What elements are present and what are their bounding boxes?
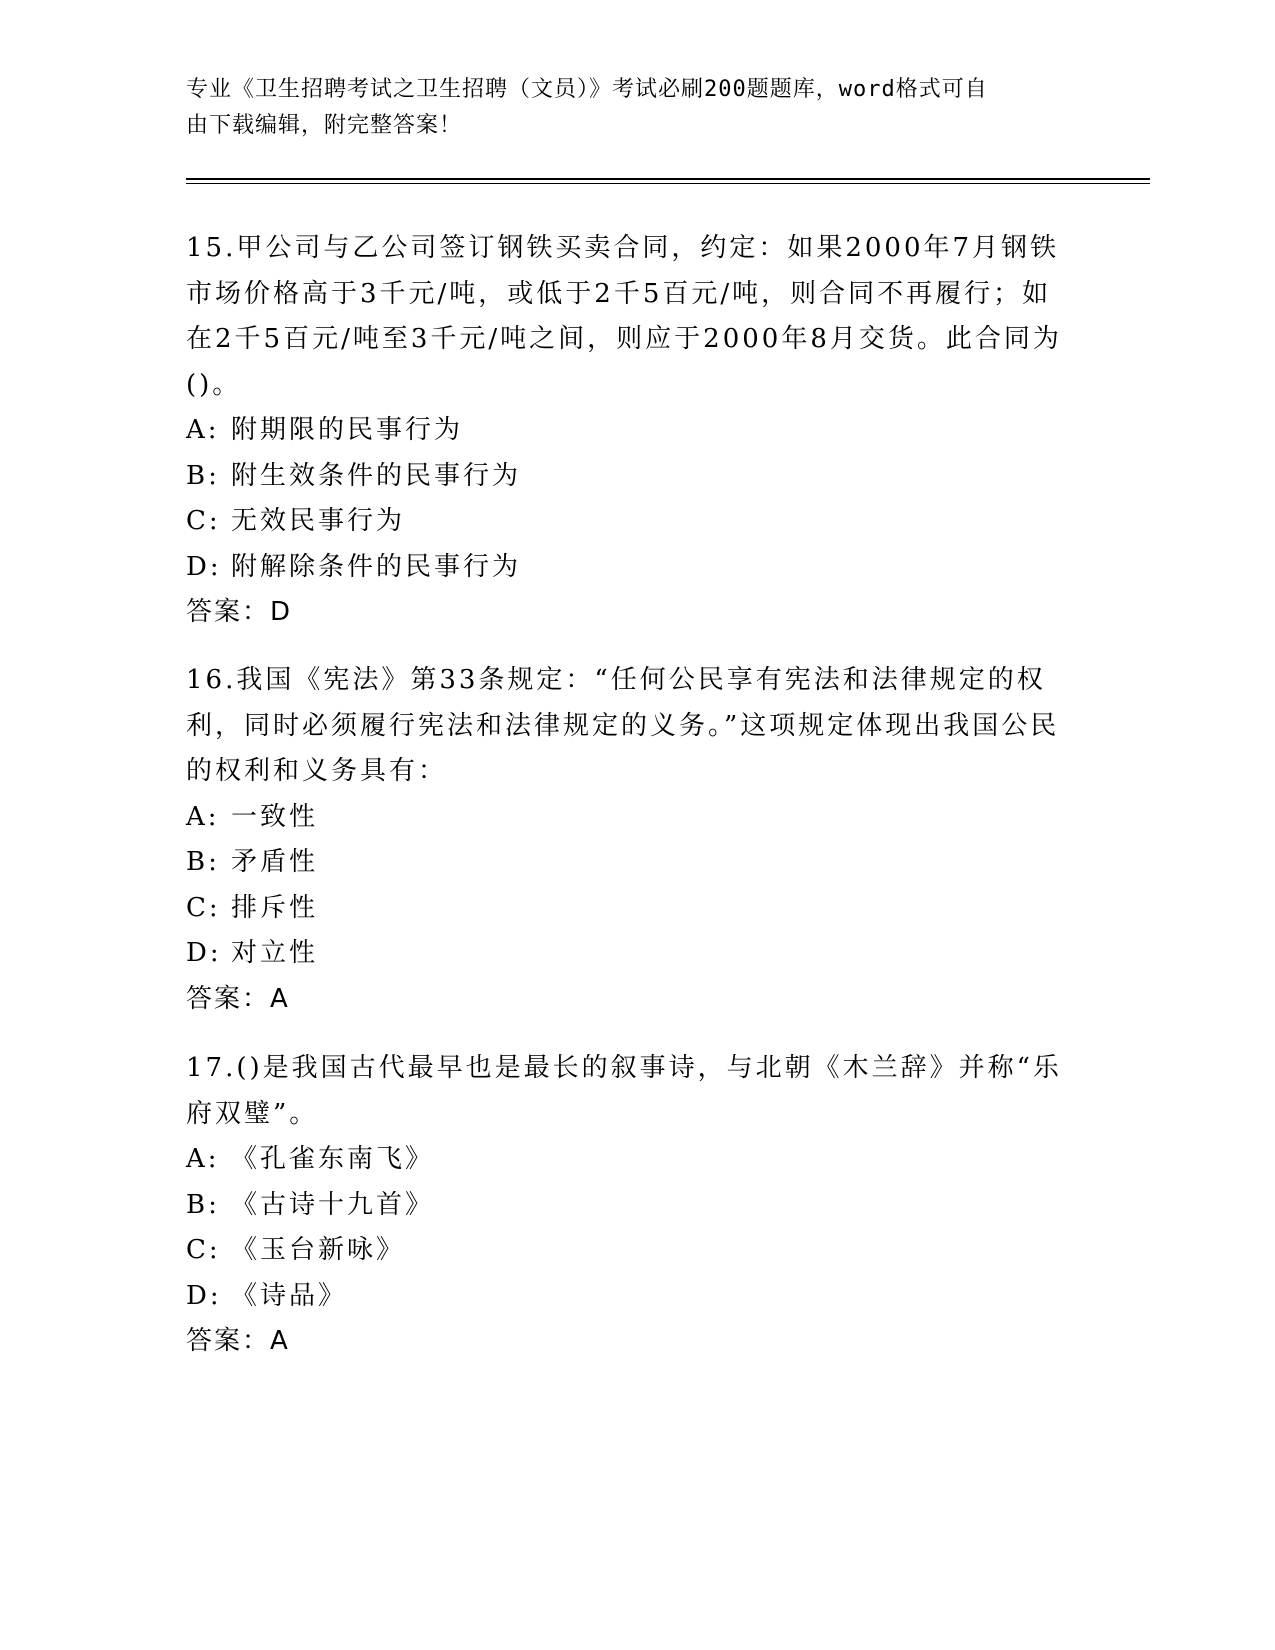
question-stem: 16.我国《宪法》第33条规定：“任何公民享有宪法和法律规定的权利，同时必须履行宪法和法律规定的义务。”这项规定体现出我国公民的权利和义务具有： (186, 665, 1060, 786)
option-key: C: (186, 1235, 221, 1265)
question-15 (186, 226, 1076, 636)
option-c (186, 499, 1076, 545)
answer-line: 答案：A (186, 983, 290, 1014)
option-key: D: (186, 1280, 222, 1311)
option-text: 《古诗十九首》 (231, 1189, 435, 1220)
option-text: 对立性 (231, 938, 319, 968)
question-16 (186, 658, 1076, 1022)
question-stem: 17.()是我国古代最早也是最长的叙事诗，与北朝《木兰辞》并称“乐府双璧”。 (186, 1053, 1062, 1129)
option-key: C: (186, 506, 221, 536)
header-line-2: 由下载编辑，附完整答案！ (186, 113, 463, 138)
option-key: D: (186, 938, 222, 968)
option-c (186, 886, 1076, 932)
option-text: 附生效条件的民事行为 (231, 460, 522, 491)
option-text: 一致性 (231, 801, 319, 832)
option-b (186, 454, 1076, 500)
option-key: A: (186, 415, 220, 445)
option-b (186, 840, 1076, 886)
header-line-1: 专业《卫生招聘考试之卫生招聘（文员）》考试必刷200题题库，word格式可自 (186, 77, 988, 102)
option-text: 附期限的民事行为 (231, 415, 464, 445)
option-a (186, 1137, 1076, 1183)
header-rule-thick (186, 178, 1150, 180)
option-b (186, 1183, 1076, 1229)
option-text: 无效民事行为 (231, 506, 406, 536)
option-key: B: (186, 460, 220, 491)
option-d (186, 931, 1076, 977)
answer-line: 答案：D (186, 597, 293, 627)
option-d (186, 545, 1076, 591)
option-key: A: (186, 801, 220, 832)
option-d (186, 1274, 1076, 1320)
option-text: 《孔雀东南飞》 (231, 1144, 435, 1174)
option-a (186, 795, 1076, 841)
option-text: 附解除条件的民事行为 (231, 551, 522, 582)
option-text: 矛盾性 (231, 847, 319, 877)
option-key: D: (186, 551, 222, 582)
option-key: B: (186, 1189, 220, 1220)
option-text: 《玉台新咏》 (231, 1235, 406, 1265)
option-key: C: (186, 892, 221, 923)
question-17 (186, 1046, 1076, 1365)
document-header (186, 72, 1066, 144)
option-text: 排斥性 (231, 892, 319, 923)
answer-line: 答案：A (186, 1326, 290, 1356)
option-c (186, 1228, 1076, 1274)
option-text: 《诗品》 (231, 1280, 348, 1311)
question-stem: 15.甲公司与乙公司签订钢铁买卖合同，约定：如果2000年7月钢铁市场价格高于3千元/吨，或低于2千5百元/吨，则合同不再履行；如在2千5百元/吨至3千元/吨之间，则应于2000年8月交货。此合同为()。 (186, 233, 1062, 400)
option-key: B: (186, 847, 220, 877)
option-a (186, 408, 1076, 454)
header-rule-thin (186, 183, 1150, 184)
option-key: A: (186, 1144, 220, 1174)
